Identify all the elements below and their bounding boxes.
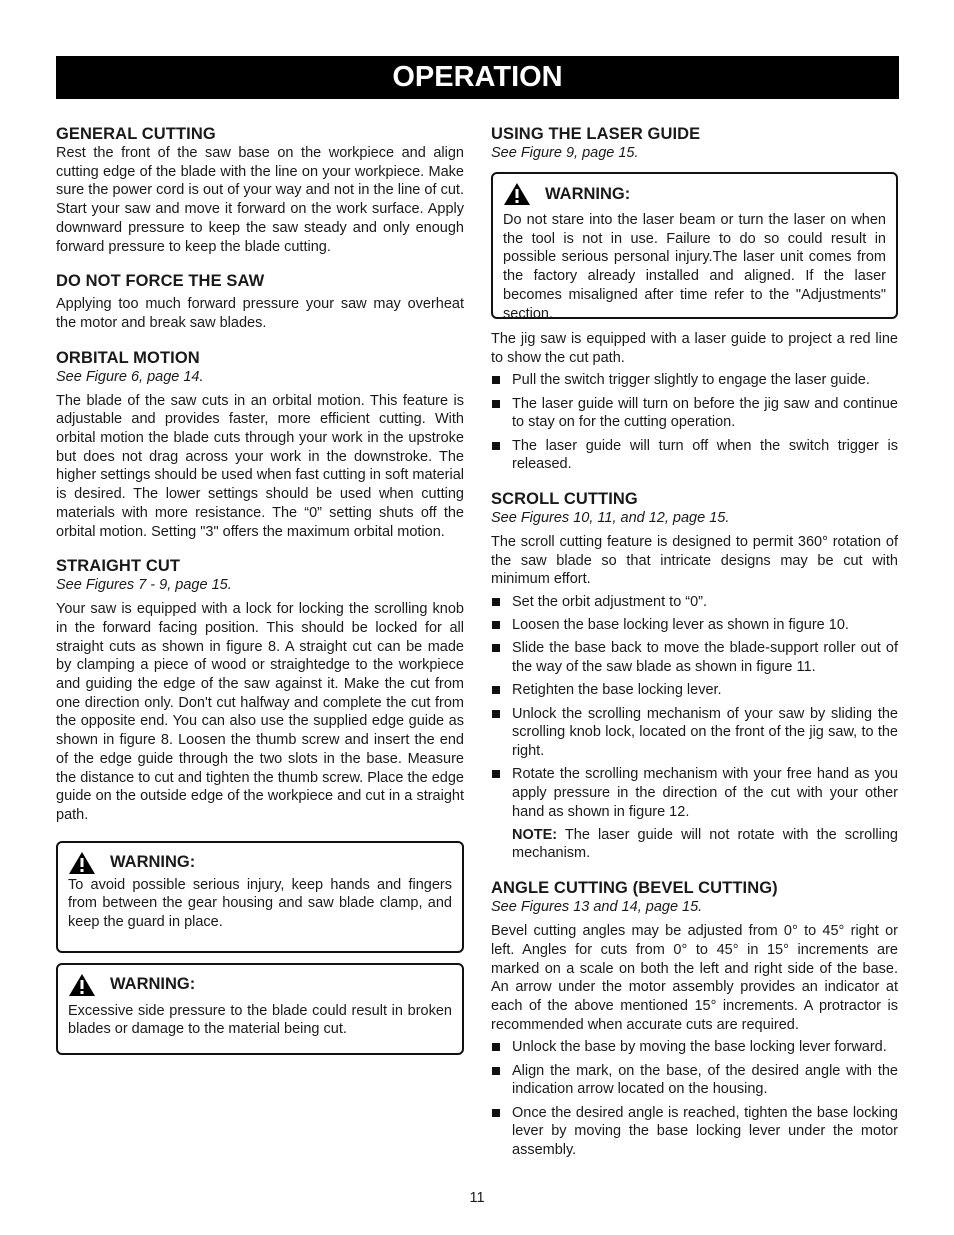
section-heading: ANGLE CUTTING (BEVEL CUTTING) xyxy=(491,879,778,898)
warning-label: WARNING: xyxy=(545,184,631,203)
section-scroll-cutting xyxy=(491,489,898,863)
bullet-icon xyxy=(492,710,500,718)
bullet-icon xyxy=(492,621,500,629)
warning-box xyxy=(491,172,898,322)
section-do-not-force xyxy=(56,271,464,332)
list-item: Slide the base back to move the blade-support roller out of the way of the saw blade as shown in figure 11. xyxy=(491,639,898,676)
note xyxy=(491,826,898,863)
warning-text: Excessive side pressure to the blade could result in broken blades or damage to the material being cut. xyxy=(68,1002,452,1038)
bullet-icon xyxy=(492,598,500,606)
warning-box xyxy=(56,963,464,1055)
page-title: OPERATION xyxy=(56,56,899,99)
list-item: Loosen the base locking lever as shown in figure 10. xyxy=(491,616,898,635)
bullet-list xyxy=(491,1038,898,1159)
section-heading: DO NOT FORCE THE SAW xyxy=(56,272,265,291)
section-general-cutting xyxy=(56,124,464,256)
list-item: Pull the switch trigger slightly to engage the laser guide. xyxy=(491,371,898,390)
bullet-icon xyxy=(492,376,500,384)
list-item: Once the desired angle is reached, tighten the base locking lever by moving the base locking lever under the motor assembly. xyxy=(491,1104,898,1160)
bullet-list xyxy=(491,593,898,821)
list-item: The laser guide will turn off when the switch trigger is released. xyxy=(491,437,898,474)
list-item: The laser guide will turn on before the jig saw and continue to stay on for the cutting operation. xyxy=(491,395,898,432)
figure-reference: See Figures 10, 11, and 12, page 15. xyxy=(491,509,730,526)
section-body: Applying too much forward pressure your saw may overheat the motor and break saw blades. xyxy=(56,296,464,331)
list-item: Unlock the scrolling mechanism of your saw by sliding the scrolling knob lock, located on the front of the jig saw, to the right. xyxy=(491,705,898,761)
warning-label: WARNING: xyxy=(110,975,196,994)
figure-reference: See Figures 13 and 14, page 15. xyxy=(491,899,703,916)
bullet-icon xyxy=(492,1043,500,1051)
bullet-icon xyxy=(492,442,500,450)
warning-text: To avoid possible serious injury, keep hands and fingers from between the gear housing and saw blade clamp, and keep the guard in place. xyxy=(68,876,452,931)
section-body: The jig saw is equipped with a laser guide to project a red line to show the cut path. xyxy=(491,331,898,366)
warning-icon xyxy=(68,851,96,875)
warning-label: WARNING: xyxy=(110,853,196,872)
section-heading: STRAIGHT CUT xyxy=(56,557,181,576)
warning-icon xyxy=(68,973,96,997)
section-straight-cut xyxy=(56,556,464,824)
note-label: NOTE: xyxy=(512,826,558,843)
page-number: 11 xyxy=(469,1190,485,1206)
bullet-icon xyxy=(492,644,500,652)
section-angle-cutting xyxy=(491,878,898,1159)
bullet-icon xyxy=(492,770,500,778)
warning-box xyxy=(56,841,464,953)
section-body: Rest the front of the saw base on the workpiece and align cutting edge of the blade with the line on your workpiece. Make sure the power cord is out of your way and not in the line of cut. Start your saw and move it forward on the work surface. Apply downward pressure to keep the saw steady and only enough forward pressure to keep the blade cutting. xyxy=(56,145,464,255)
section-body: The scroll cutting feature is designed to permit 360° rotation of the saw blade so that intricate designs may be cut with minimum effort. xyxy=(491,533,898,588)
figure-reference: See Figure 6, page 14. xyxy=(56,368,204,385)
section-body: The blade of the saw cuts in an orbital motion. This feature is adjustable and provides faster, more efficient cutting. With orbital motion the blade cuts through your work in the upstroke but does not drag across your work in the downstroke. The higher settings should be used when fast cutting in soft material is desired. The lower settings should be used when cutting materials with more resistance. The “0” setting shuts off the orbital motion. Setting "3" offers the maximum orbital motion. xyxy=(56,392,464,540)
section-body: Your saw is equipped with a lock for locking the scrolling knob in the forward facing position. This should be locked for all straight cuts as shown in figure 8. A straight cut can be made by clamping a piece of wood or straightedge to the workpiece and guiding the edge of the saw against it. Make the cut from one direction only. Don't cut halfway and complete the cut from the opposite end. You can also use the supplied edge guide as shown in figure 8. Loosen the thumb screw and insert the end of the edge guide through the two slots in the base. Measure the distance to cut and tighten the thumb screw. Place the edge guide on the outside edge of the workpiece and cut in a straight path. xyxy=(56,601,464,823)
section-orbital-motion xyxy=(56,348,464,542)
list-item: Rotate the scrolling mechanism with your free hand as you apply pressure in the direction of the cut with your other hand as shown in figure 12. xyxy=(491,765,898,821)
bullet-icon xyxy=(492,686,500,694)
warning-icon xyxy=(503,182,531,206)
list-item: Align the mark, on the base, of the desired angle with the indication arrow located on the housing. xyxy=(491,1062,898,1099)
section-heading: ORBITAL MOTION xyxy=(56,348,200,367)
left-column xyxy=(56,124,464,1055)
bullet-list xyxy=(491,371,898,474)
list-item: Retighten the base locking lever. xyxy=(491,681,898,700)
bullet-icon xyxy=(492,1067,500,1075)
section-body: Bevel cutting angles may be adjusted from 0° to 45° right or left. Angles for cuts from 0° to 45° in 15° increments are marked on a scale on both the left and right side of the base. An arrow under the motor assembly provides an indicator at each of the above mentioned 15° increments. A protractor is recommended when accurate cuts are required. xyxy=(491,923,898,1033)
section-heading: SCROLL CUTTING xyxy=(491,489,638,508)
figure-reference: See Figures 7 - 9, page 15. xyxy=(56,577,232,594)
bullet-icon xyxy=(492,1109,500,1117)
warning-text: Do not stare into the laser beam or turn the laser on when the tool is not in use. Failure to do so could result in possible serious personal injury.The laser unit comes from the factory already installed and aligned. If the laser becomes misaligned after time refer to the "Adjustments" section. xyxy=(503,212,886,322)
section-laser-guide xyxy=(491,124,898,474)
bullet-icon xyxy=(492,400,500,408)
list-item: Unlock the base by moving the base locking lever forward. xyxy=(491,1038,898,1057)
figure-reference: See Figure 9, page 15. xyxy=(491,145,639,161)
section-heading: USING THE LASER GUIDE xyxy=(491,125,701,143)
section-heading: GENERAL CUTTING xyxy=(56,125,216,143)
right-column xyxy=(491,124,898,1175)
note-text: The laser guide will not rotate with the scrolling mechanism. xyxy=(512,826,898,862)
list-item: Set the orbit adjustment to “0”. xyxy=(491,593,898,612)
